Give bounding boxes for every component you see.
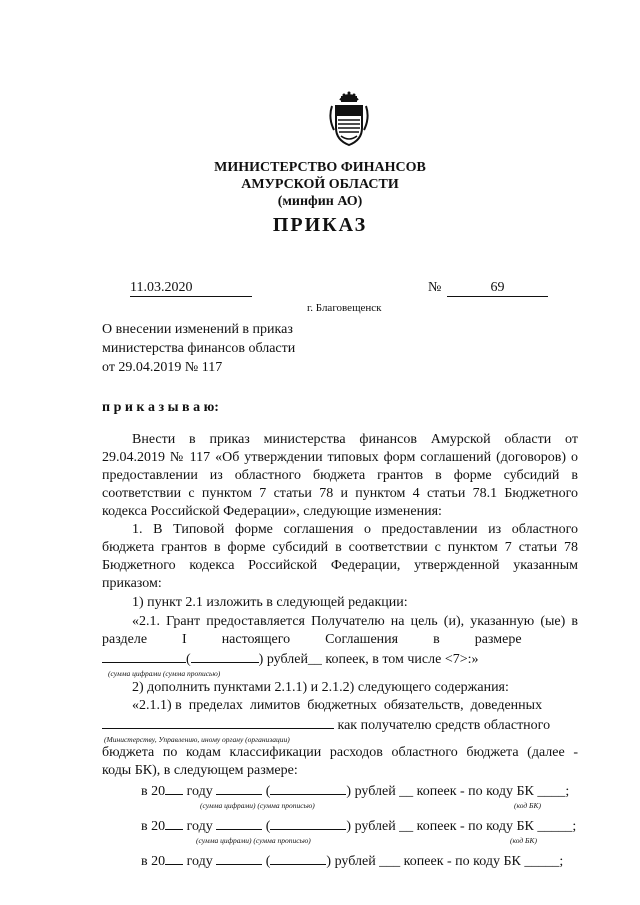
body-line: бюджета по кодам классификации расходов областного бюджета (далее - bbox=[102, 745, 578, 760]
body-line: предоставлении из областного бюджета грантов в форме субсидий в bbox=[102, 468, 578, 483]
field-hint: (сумма цифрами (сумма прописью) bbox=[108, 669, 221, 678]
body-line: соответствии с пунктом 7 статьи 78 и пунктом 4 статьи 78.1 Бюджетного bbox=[102, 486, 578, 501]
amount-row: в 20 году ( ) рублей ___ копеек - по коду БК _____; bbox=[141, 854, 564, 869]
body-line: Внести в приказ министерства финансов Амурской области от bbox=[132, 432, 578, 447]
ministry-name-line1: МИНИСТЕРСТВО ФИНАНСОВ bbox=[214, 160, 426, 175]
body-line: «2.1. Грант предоставляется Получателю на цель (и), указанную (ые) в bbox=[132, 614, 578, 629]
body-line: кодекса Российской Федерации», следующие изменения: bbox=[102, 504, 442, 519]
amount-row: в 20 году ( ) рублей __ копеек - по коду БК ____; bbox=[141, 784, 570, 799]
order-date: 11.03.2020 bbox=[130, 280, 252, 297]
body-line: 2) дополнить пунктами 2.1.1) и 2.1.2) следующего содержания: bbox=[132, 680, 509, 695]
order-number: 69 bbox=[447, 280, 548, 297]
body-line: как получателю средств областного bbox=[102, 716, 550, 734]
field-hint: (код БК) bbox=[510, 836, 537, 845]
ministry-name-line2: АМУРСКОЙ ОБЛАСТИ bbox=[241, 177, 399, 192]
body-line: приказом: bbox=[102, 576, 162, 591]
coat-of-arms-icon bbox=[326, 90, 372, 148]
body-line: Бюджетного кодекса Российской Федерации, утвержденной указанным bbox=[102, 558, 578, 573]
ministry-short-name: (минфин АО) bbox=[277, 194, 363, 209]
field-hint: (код БК) bbox=[514, 801, 541, 810]
field-hint: (Министерству, Управлению, иному органу (организации) bbox=[104, 735, 290, 744]
subject-line3: от 29.04.2019 № 117 bbox=[102, 360, 223, 375]
document-type-title: ПРИКАЗ bbox=[272, 214, 368, 236]
order-word: п р и к а з ы в а ю: bbox=[102, 400, 219, 415]
body-line: «2.1.1) в пределах лимитов бюджетных обязательств, доведенных bbox=[132, 698, 543, 713]
amount-row: в 20 году ( ) рублей __ копеек - по коду БК _____; bbox=[141, 819, 577, 834]
body-line: ( ) рублей__ копеек, в том числе <7>:» bbox=[102, 650, 479, 668]
subject-line2: министерства финансов области bbox=[102, 341, 296, 356]
subject-line1: О внесении изменений в приказ bbox=[102, 322, 293, 337]
field-hint: (сумма цифрами) (сумма прописью) bbox=[200, 801, 315, 810]
field-hint: (сумма цифрами) (сумма прописью) bbox=[196, 836, 311, 845]
city: г. Благовещенск bbox=[307, 302, 382, 314]
body-line: 1. В Типовой форме соглашения о предоставлении из областного bbox=[132, 522, 578, 537]
body-line: 29.04.2019 № 117 «Об утверждении типовых форм соглашений (договоров) о bbox=[102, 450, 578, 465]
body-line: 1) пункт 2.1 изложить в следующей редакции: bbox=[132, 595, 408, 610]
body-line: разделе I настоящего Соглашения в размере bbox=[102, 632, 522, 647]
body-line: бюджета грантов в форме субсидий в соответствии с пунктом 7 статьи 78 bbox=[102, 540, 578, 555]
body-line: коды БК), в следующем размере: bbox=[102, 763, 298, 778]
order-number-label: № bbox=[428, 280, 442, 295]
